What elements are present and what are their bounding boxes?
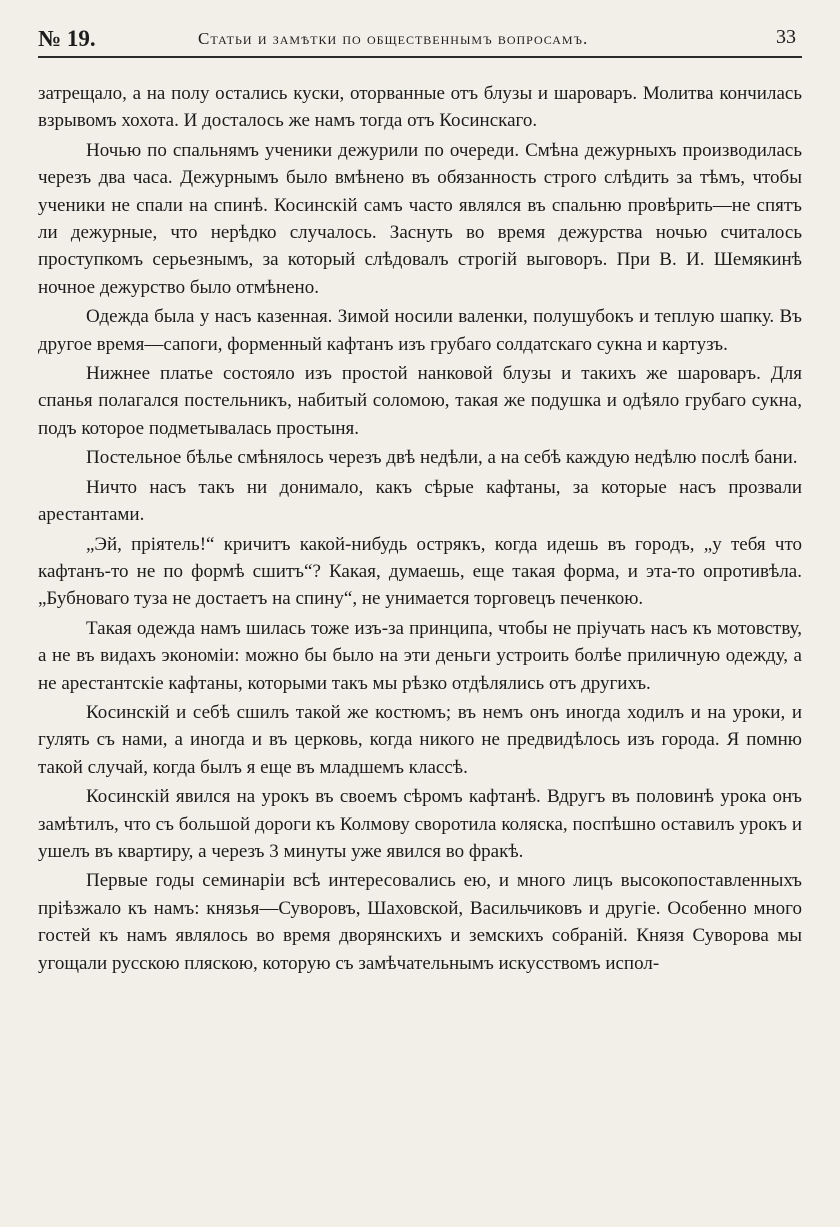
paragraph: Нижнее платье состояло изъ простой нанковой блузы и такихъ же шароваръ. Для спанья полагался постельникъ, набитый соломою, такая же подушка и одѣяло грубаго сукна, подъ которое подметывалась простыня. [38,363,802,439]
paragraph: Косинскій явился на урокъ въ своемъ сѣромъ кафтанѣ. Вдругъ въ половинѣ урока онъ замѣтилъ, что съ большой дороги къ Колмову своротила коляска, поспѣшно оставилъ урокъ и ушелъ въ квартиру, а черезъ 3 минуты уже явился во фракѣ. [38,786,802,862]
paragraph: Одежда была у насъ казенная. Зимой носили валенки, полушубокъ и теплую шапку. Въ другое время—сапоги, форменный кафтанъ изъ грубаго солдатскаго сукна и картузъ. [38,306,802,355]
paragraph-continuation: затрещало, а на полу остались куски, оторванные отъ блузы и шароваръ. Молитва кончилась взрывомъ хохота. И досталось же намъ тогда отъ Косинскаго. [38,83,802,132]
page-number: 33 [776,26,796,48]
paragraph: „Эй, пріятель!“ кричитъ какой-нибудь острякъ, когда идешь въ городъ, „у тебя что кафтанъ-то не по формѣ сшитъ“? Какая, думаешь, еще такая форма, и эта-то опротивѣла. „Бубноваго туза не достаетъ на спину“, не унимается торговецъ печенкою. [38,533,802,610]
body-text [38,80,802,977]
paragraph: Такая одежда намъ шилась тоже изъ-за принципа, чтобы не пріучать насъ къ мотовству, а не въ видахъ экономіи: можно бы было на эти деньги устроить болѣе приличную одежду, а не арестантскіе кафтаны, которыми такъ мы рѣзко отдѣлялись отъ другихъ. [38,617,802,694]
paragraph: Постельное бѣлье смѣнялось черезъ двѣ недѣли, а на себѣ каждую недѣлю послѣ бани. [86,447,798,469]
paragraph: Ничто насъ такъ ни донимало, какъ сѣрые кафтаны, за которые насъ прозвали арестантами. [38,476,802,526]
paragraph: Ночью по спальнямъ ученики дежурили по очереди. Смѣна дежурныхъ производилась черезъ два часа. Дежурнымъ было вмѣнено въ обязанность строго слѣдить за тѣмъ, чтобы ученики не спали на спинѣ. Косинскій самъ часто являлся въ спальню провѣрить—не спятъ ли дежурные, что нерѣдко случалось. Заснуть во время дежурства ночью считалось проступкомъ серьезнымъ, за который слѣдовалъ строгій выговоръ. При В. И. Шемякинѣ ночное дежурство было отмѣнено. [38,139,802,298]
issue-number: № 19. [38,26,96,51]
running-header [38,22,802,58]
section-title: Статьи и замѣтки по общественнымъ вопросамъ. [198,29,589,48]
paragraph: Косинскій и себѣ сшилъ такой же костюмъ; въ немъ онъ иногда ходилъ и на уроки, и гулять съ нами, а иногда и въ церковь, когда никого не предвидѣлось изъ города. Я помню такой случай, когда былъ я еще въ младшемъ классѣ. [38,701,802,778]
paragraph: Первые годы семинаріи всѣ интересовались ею, и много лицъ высокопоставленныхъ пріѣзжало къ намъ: князья—Суворовъ, Шаховской, Васильчиковъ и другіе. Особенно много гостей къ намъ являлось во время дворянскихъ и земскихъ собраній. Князя Суворова мы угощали русскою пляскою, которую съ замѣчательнымъ искусствомъ испол- [38,870,802,974]
